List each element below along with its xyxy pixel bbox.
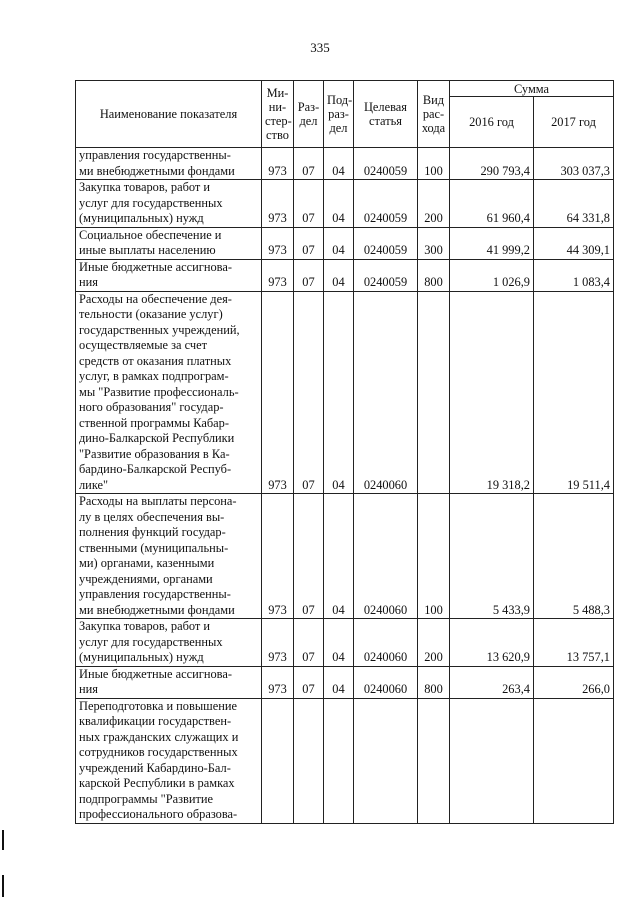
- cell-ministry: 973: [262, 619, 294, 667]
- cell-expense-type: 100: [418, 148, 450, 180]
- cell-section: 07: [294, 227, 324, 259]
- cell-section: 07: [294, 619, 324, 667]
- cell-2017: 303 037,3: [534, 148, 614, 180]
- header-section: Раз- дел: [294, 81, 324, 148]
- cell-section: 07: [294, 180, 324, 228]
- cell-subsection: 04: [324, 259, 354, 291]
- cell-2017: 1 083,4: [534, 259, 614, 291]
- cell-subsection: 04: [324, 227, 354, 259]
- table-row: [76, 148, 614, 180]
- cell-subsection: 04: [324, 148, 354, 180]
- cell-name: Расходы на обеспечение дея- тельности (оказание услуг) государственных учреждений, осуществляемые за счет средств от оказания платных услуг, в рамках подпрограм- мы "Развитие профессиональ- ного образования" государ- ственной программы Кабар- дино-Балкарской Республики "Развитие образования в Ка- бардино-Балкарской Респуб- лике": [76, 291, 262, 494]
- header-sum: Сумма: [450, 81, 614, 97]
- header-expense-type: Вид рас- хода: [418, 81, 450, 148]
- cell-name: Социальное обеспечение и иные выплаты населению: [76, 227, 262, 259]
- cell-2016: 41 999,2: [450, 227, 534, 259]
- header-year-2016: 2016 год: [450, 97, 534, 148]
- cell-name: Закупка товаров, работ и услуг для государственных (муниципальных) нужд: [76, 619, 262, 667]
- cell-2017: 13 757,1: [534, 619, 614, 667]
- header-name: Наименование показателя: [76, 81, 262, 148]
- table-row: [76, 619, 614, 667]
- cell-section: 07: [294, 291, 324, 494]
- cell-ministry: 973: [262, 180, 294, 228]
- cell-section: 07: [294, 494, 324, 619]
- cell-target: [354, 698, 418, 823]
- table-body: [76, 148, 614, 824]
- table-row: [76, 291, 614, 494]
- cell-ministry: 973: [262, 259, 294, 291]
- table-row: [76, 259, 614, 291]
- header-target: Целевая статья: [354, 81, 418, 148]
- cell-expense-type: 300: [418, 227, 450, 259]
- cell-subsection: 04: [324, 619, 354, 667]
- header-row-1: [76, 81, 614, 97]
- cell-expense-type: 200: [418, 180, 450, 228]
- cell-ministry: [262, 698, 294, 823]
- cell-ministry: 973: [262, 227, 294, 259]
- cell-subsection: [324, 698, 354, 823]
- table-row: [76, 666, 614, 698]
- budget-table: [75, 80, 614, 824]
- table-row: [76, 180, 614, 228]
- cell-target: 0240059: [354, 148, 418, 180]
- header-ministry: Ми- ни- стер- ство: [262, 81, 294, 148]
- cell-2017: 19 511,4: [534, 291, 614, 494]
- cell-2016: 1 026,9: [450, 259, 534, 291]
- table-row: [76, 494, 614, 619]
- scan-edge-mark: [2, 875, 4, 897]
- cell-subsection: 04: [324, 666, 354, 698]
- cell-name: Переподготовка и повышение квалификации государствен- ных гражданских служащих и сотрудников государственных учреждений Кабардино-Бал- карской Республики в рамках подпрограммы "Развитие профессионального образова-: [76, 698, 262, 823]
- cell-ministry: 973: [262, 291, 294, 494]
- cell-target: 0240059: [354, 227, 418, 259]
- cell-name: Закупка товаров, работ и услуг для государственных (муниципальных) нужд: [76, 180, 262, 228]
- cell-2016: [450, 698, 534, 823]
- table-row: [76, 227, 614, 259]
- cell-name: Иные бюджетные ассигнова- ния: [76, 666, 262, 698]
- cell-expense-type: 200: [418, 619, 450, 667]
- cell-expense-type: [418, 291, 450, 494]
- cell-2016: 13 620,9: [450, 619, 534, 667]
- cell-2017: 64 331,8: [534, 180, 614, 228]
- page-number: 335: [310, 40, 330, 55]
- header-year-2017: 2017 год: [534, 97, 614, 148]
- cell-2017: [534, 698, 614, 823]
- cell-2017: 5 488,3: [534, 494, 614, 619]
- cell-section: [294, 698, 324, 823]
- cell-expense-type: 800: [418, 259, 450, 291]
- cell-expense-type: [418, 698, 450, 823]
- cell-subsection: 04: [324, 291, 354, 494]
- cell-section: 07: [294, 148, 324, 180]
- cell-section: 07: [294, 259, 324, 291]
- cell-2016: 19 318,2: [450, 291, 534, 494]
- cell-section: 07: [294, 666, 324, 698]
- cell-target: 0240060: [354, 619, 418, 667]
- cell-expense-type: 100: [418, 494, 450, 619]
- cell-subsection: 04: [324, 180, 354, 228]
- cell-name: управления государственны- ми внебюджетными фондами: [76, 148, 262, 180]
- cell-target: 0240060: [354, 494, 418, 619]
- cell-2016: 290 793,4: [450, 148, 534, 180]
- cell-target: 0240059: [354, 180, 418, 228]
- header-subsection: Под- раз- дел: [324, 81, 354, 148]
- cell-2016: 5 433,9: [450, 494, 534, 619]
- cell-subsection: 04: [324, 494, 354, 619]
- table-row: [76, 698, 614, 823]
- scan-edge-mark: [2, 830, 4, 850]
- cell-target: 0240060: [354, 666, 418, 698]
- cell-target: 0240059: [354, 259, 418, 291]
- cell-2016: 263,4: [450, 666, 534, 698]
- cell-ministry: 973: [262, 666, 294, 698]
- cell-name: Расходы на выплаты персона- лу в целях обеспечения вы- полнения функций государ- ственными (муниципальны- ми) органами, казенными учреждениями, органами управления государственны- ми внебюджетными фондами: [76, 494, 262, 619]
- cell-name: Иные бюджетные ассигнова- ния: [76, 259, 262, 291]
- cell-ministry: 973: [262, 148, 294, 180]
- cell-ministry: 973: [262, 494, 294, 619]
- cell-2017: 44 309,1: [534, 227, 614, 259]
- cell-2016: 61 960,4: [450, 180, 534, 228]
- cell-2017: 266,0: [534, 666, 614, 698]
- cell-expense-type: 800: [418, 666, 450, 698]
- cell-target: 0240060: [354, 291, 418, 494]
